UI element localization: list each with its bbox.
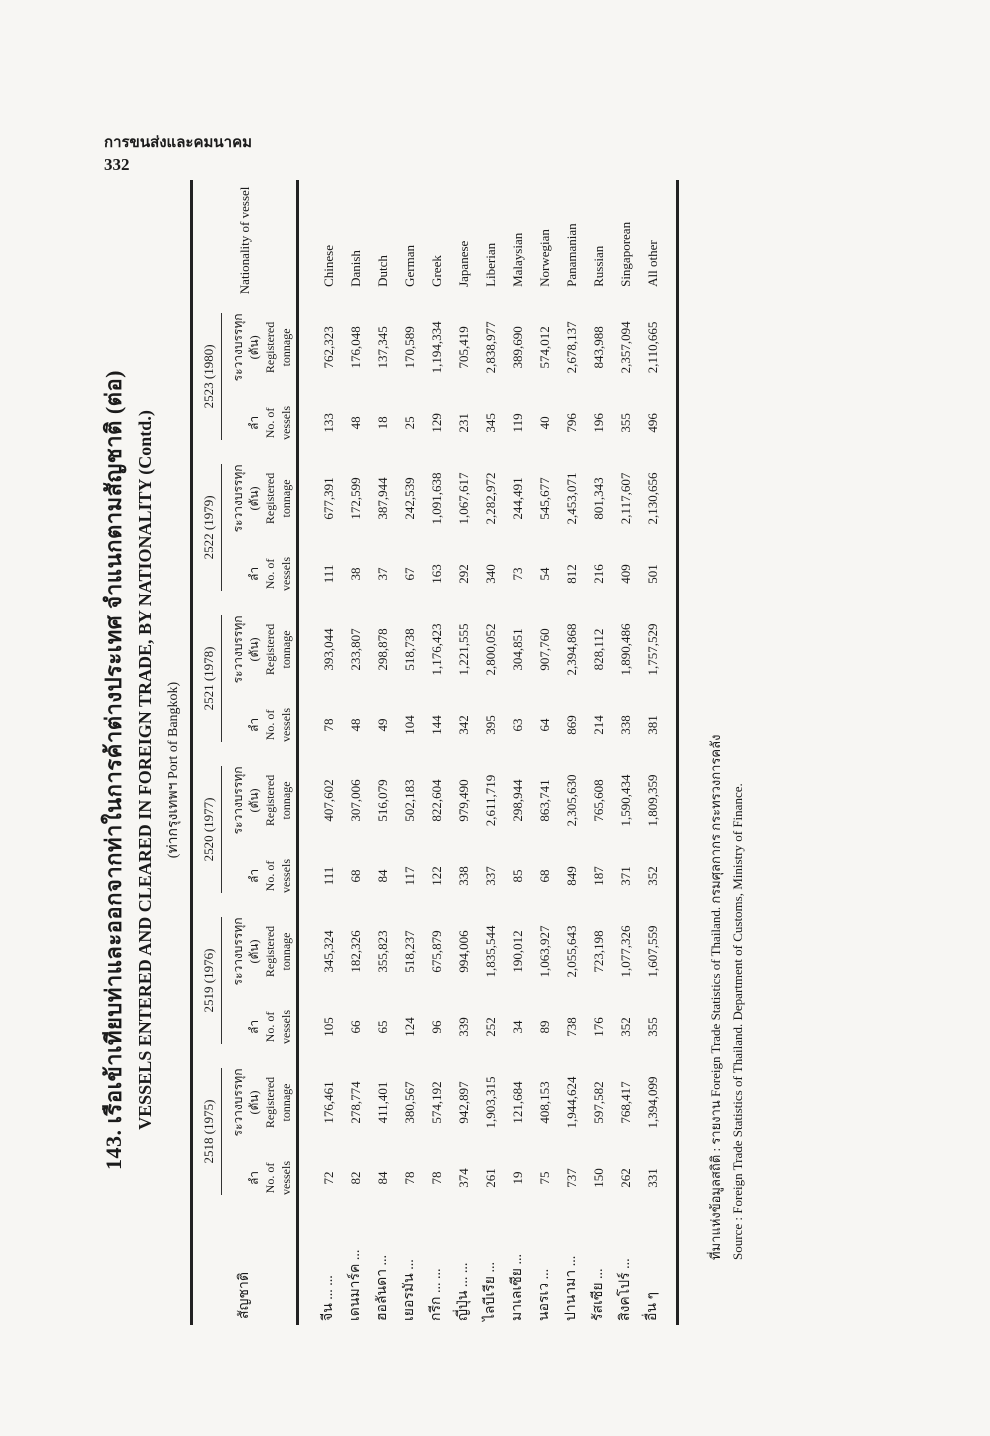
col-vessels-header	[228, 847, 298, 905]
col-vessels-th: ลำ	[247, 1019, 261, 1035]
nationality-en-cell: Liberian	[483, 242, 498, 287]
col-tonnage-en: Registered tonnage	[263, 623, 293, 676]
nationality-en-cell: German	[402, 245, 417, 287]
vessels-cell: 111	[321, 564, 336, 584]
running-head: การขนส่งและคมนาคม	[104, 135, 252, 151]
year-label: 2520 (1977)	[201, 766, 222, 893]
tonnage-cell: 182,326	[348, 930, 363, 973]
tonnage-cell: 518,237	[402, 930, 417, 973]
table-row	[298, 180, 343, 1325]
vessels-cell: 812	[564, 564, 579, 584]
tonnage-cell: 411,401	[375, 1081, 390, 1124]
table-subtitle: (ท่ากรุงเทพฯ Port of Bangkok)	[166, 681, 181, 859]
table-number: 143.	[101, 1129, 126, 1170]
table-row	[612, 180, 639, 1325]
vessels-cell: 381	[645, 715, 660, 735]
tonnage-cell: 502,183	[402, 779, 417, 822]
vessels-cell: 38	[348, 567, 363, 581]
col-tonnage-en: Registered tonnage	[263, 321, 293, 374]
tonnage-cell: 2,130,656	[645, 472, 660, 525]
tonnage-cell: 768,417	[618, 1081, 633, 1124]
table-row	[342, 180, 369, 1325]
column-header-row	[228, 180, 298, 1325]
vessels-cell: 25	[402, 416, 417, 430]
col-tonnage-header	[228, 603, 298, 696]
tonnage-cell: 545,677	[537, 477, 552, 520]
col-vessels-th: ลำ	[247, 717, 261, 732]
vessels-cell: 68	[348, 869, 363, 883]
vessels-cell: 48	[348, 416, 363, 430]
vessels-cell: 150	[591, 1168, 606, 1188]
nationality-en-cell: Norwegian	[537, 229, 552, 287]
title-block	[100, 180, 184, 1360]
tonnage-cell: 2,678,137	[564, 321, 579, 374]
page-number: 332	[104, 155, 130, 174]
tonnage-cell: 1,221,555	[456, 623, 471, 676]
tonnage-cell: 675,879	[429, 930, 444, 973]
vessels-cell: 340	[483, 564, 498, 584]
tonnage-cell: 298,878	[375, 628, 390, 671]
nationality-th-cell: อื่น ๆ	[645, 1292, 660, 1321]
table-title-th-text: เรือเข้าเทียบท่าและออกจากท่าในการค้าต่างประเทศ จำแนกตามสัญชาติ (ต่อ)	[101, 370, 126, 1124]
tonnage-cell: 190,012	[510, 930, 525, 973]
tonnage-cell: 2,305,630	[564, 774, 579, 827]
col-vessels-header	[228, 696, 298, 754]
vessels-cell: 737	[564, 1168, 579, 1188]
nationality-en-cell: Dutch	[375, 255, 390, 287]
tonnage-cell: 1,607,559	[645, 925, 660, 978]
vessels-cell: 501	[645, 564, 660, 584]
nationality-en-cell: Singaporean	[618, 221, 633, 287]
col-vessels-en: No. of vessels	[263, 1161, 293, 1195]
col-vessels-th: ลำ	[247, 868, 261, 884]
vessels-cell: 342	[456, 715, 471, 735]
tonnage-cell: 1,835,544	[483, 925, 498, 978]
tonnage-cell: 2,117,607	[618, 472, 633, 525]
vessels-cell: 738	[564, 1017, 579, 1037]
year-header	[192, 301, 229, 452]
col-vessels-th: ลำ	[247, 1170, 261, 1186]
tonnage-cell: 2,055,643	[564, 925, 579, 978]
vessels-cell: 345	[483, 413, 498, 433]
vessels-cell: 339	[456, 1017, 471, 1037]
year-label: 2519 (1976)	[201, 917, 222, 1044]
tonnage-cell: 2,282,972	[483, 472, 498, 525]
vessels-cell: 65	[375, 1020, 390, 1034]
year-header	[192, 603, 229, 754]
vessels-cell: 34	[510, 1020, 525, 1034]
tonnage-cell: 242,539	[402, 477, 417, 520]
table-row	[369, 180, 396, 1325]
vessels-cell: 144	[429, 715, 444, 735]
vessels-table	[190, 180, 679, 1325]
vessels-cell: 252	[483, 1017, 498, 1037]
vessels-cell: 338	[618, 715, 633, 735]
tonnage-cell: 1,590,434	[618, 774, 633, 827]
nationality-th-cell: จีน ... ...	[321, 1275, 336, 1321]
tonnage-cell: 408,153	[537, 1081, 552, 1124]
vessels-cell: 104	[402, 715, 417, 735]
vessels-cell: 163	[429, 564, 444, 584]
vessels-cell: 124	[402, 1017, 417, 1037]
vessels-cell: 187	[591, 866, 606, 886]
tonnage-cell: 677,391	[321, 477, 336, 520]
col-vessels-header	[228, 1149, 298, 1207]
vessels-cell: 68	[537, 869, 552, 883]
vessels-cell: 849	[564, 866, 579, 886]
tonnage-cell: 574,192	[429, 1081, 444, 1124]
vessels-cell: 64	[537, 718, 552, 732]
vessels-cell: 869	[564, 715, 579, 735]
col-tonnage-th: ระวางบรรทุก (ตัน)	[231, 917, 261, 986]
tonnage-cell: 387,944	[375, 477, 390, 520]
tonnage-cell: 355,823	[375, 930, 390, 973]
col-tonnage-th: ระวางบรรทุก (ตัน)	[231, 313, 261, 382]
vessels-cell: 796	[564, 413, 579, 433]
nationality-th-cell: นอรเว ...	[537, 1268, 552, 1321]
nationality-en-cell: Greek	[429, 255, 444, 287]
vessels-cell: 231	[456, 413, 471, 433]
tonnage-cell: 574,012	[537, 326, 552, 369]
tonnage-cell: 1,903,315	[483, 1076, 498, 1129]
col-tonnage-en: Registered tonnage	[263, 774, 293, 827]
nationality-th-cell: ไลบีเรีย ...	[483, 1261, 498, 1321]
nationality-th-cell: รัสเซีย ...	[591, 1268, 606, 1321]
nationality-en-cell: Chinese	[321, 245, 336, 287]
tonnage-cell: 518,738	[402, 628, 417, 671]
tonnage-cell: 994,006	[456, 930, 471, 973]
tonnage-cell: 843,988	[591, 326, 606, 369]
year-header	[192, 452, 229, 603]
nationality-th-cell: ปานามา ...	[564, 1255, 579, 1321]
vessels-cell: 84	[375, 1171, 390, 1185]
vessels-cell: 84	[375, 869, 390, 883]
col-tonnage-th: ระวางบรรทุก (ตัน)	[231, 766, 261, 835]
table-title-th	[100, 180, 128, 1360]
tonnage-cell: 801,343	[591, 477, 606, 520]
nationality-en-cell: Russian	[591, 245, 606, 287]
tonnage-cell: 389,690	[510, 326, 525, 369]
table-row	[477, 180, 504, 1325]
tonnage-cell: 1,077,326	[618, 925, 633, 978]
rotated-table-page	[100, 180, 790, 1360]
nationality-en-cell: Malaysian	[510, 232, 525, 287]
source-note-th: ที่มาแห่งข้อมูลสถิติ : รายงาน Foreign Trade Statistics of Thailand. กรมศุลกากร กระทรวงการคลัง	[708, 734, 723, 1260]
tonnage-cell: 1,890,486	[618, 623, 633, 676]
tonnage-cell: 407,602	[321, 779, 336, 822]
nationality-th-cell: ญี่ปุ่น ... ...	[456, 1262, 471, 1321]
year-header	[192, 754, 229, 905]
year-label: 2518 (1975)	[201, 1068, 222, 1195]
vessels-cell: 374	[456, 1168, 471, 1188]
col-vessels-en: No. of vessels	[263, 405, 293, 440]
tonnage-cell: 762,323	[321, 326, 336, 369]
year-label: 2522 (1979)	[201, 464, 222, 591]
table-row	[558, 180, 585, 1325]
nationality-en-cell: Danish	[348, 250, 363, 287]
vessels-cell: 75	[537, 1171, 552, 1185]
tonnage-cell: 244,491	[510, 477, 525, 520]
tonnage-cell: 393,044	[321, 628, 336, 671]
vessels-cell: 78	[321, 718, 336, 732]
col-tonnage-en: Registered tonnage	[263, 472, 293, 525]
table-body	[298, 180, 678, 1325]
tonnage-cell: 2,611,719	[483, 774, 498, 827]
nationality-header-th: สัญชาติ	[236, 1272, 252, 1319]
tonnage-cell: 979,490	[456, 779, 471, 822]
tonnage-cell: 278,774	[348, 1081, 363, 1124]
vessels-cell: 261	[483, 1168, 498, 1188]
col-tonnage-en: Registered tonnage	[263, 925, 293, 978]
col-vessels-header	[228, 998, 298, 1056]
tonnage-cell: 863,741	[537, 779, 552, 822]
vessels-cell: 63	[510, 718, 525, 732]
tonnage-cell: 1,394,099	[645, 1076, 660, 1129]
col-tonnage-en: Registered tonnage	[263, 1076, 293, 1129]
tonnage-cell: 121,684	[510, 1081, 525, 1124]
table-row	[423, 180, 450, 1325]
nationality-header-en: Nationality of vessel	[236, 186, 252, 295]
vessels-cell: 18	[375, 416, 390, 430]
col-tonnage-th: ระวางบรรทุก (ตัน)	[231, 1068, 261, 1137]
year-header	[192, 1056, 229, 1207]
tonnage-cell: 822,604	[429, 779, 444, 822]
col-vessels-en: No. of vessels	[263, 556, 293, 591]
vessels-cell: 67	[402, 567, 417, 581]
vessels-cell: 262	[618, 1168, 633, 1188]
vessels-cell: 337	[483, 866, 498, 886]
tonnage-cell: 1,757,529	[645, 623, 660, 676]
vessels-cell: 133	[321, 413, 336, 433]
tonnage-cell: 304,851	[510, 628, 525, 671]
col-vessels-header	[228, 394, 298, 452]
vessels-cell: 338	[456, 866, 471, 886]
vessels-cell: 196	[591, 413, 606, 433]
tonnage-cell: 1,063,927	[537, 925, 552, 978]
tonnage-cell: 1,067,617	[456, 472, 471, 525]
tonnage-cell: 597,582	[591, 1081, 606, 1124]
nationality-th-cell: ฮอลันดา ...	[375, 1254, 390, 1321]
tonnage-cell: 172,599	[348, 477, 363, 520]
table-row	[450, 180, 477, 1325]
vessels-cell: 49	[375, 718, 390, 732]
vessels-cell: 371	[618, 866, 633, 886]
year-header-row	[192, 180, 229, 1325]
vessels-cell: 395	[483, 715, 498, 735]
col-vessels-en: No. of vessels	[263, 858, 293, 893]
vessels-cell: 352	[618, 1017, 633, 1037]
vessels-cell: 216	[591, 564, 606, 584]
tonnage-cell: 176,048	[348, 326, 363, 369]
tonnage-cell: 1,176,423	[429, 623, 444, 676]
year-label: 2521 (1978)	[201, 615, 222, 742]
table-row	[531, 180, 558, 1325]
vessels-cell: 129	[429, 413, 444, 433]
tonnage-cell: 1,091,638	[429, 472, 444, 525]
tonnage-cell: 2,838,977	[483, 321, 498, 374]
tonnage-cell: 2,110,665	[645, 321, 660, 374]
nationality-th-cell: เยอรมัน ...	[402, 1259, 417, 1321]
vessels-cell: 355	[618, 413, 633, 433]
col-tonnage-header	[228, 452, 298, 545]
year-header	[192, 905, 229, 1056]
tonnage-cell: 2,800,052	[483, 623, 498, 676]
vessels-cell: 117	[402, 866, 417, 886]
vessels-cell: 119	[510, 413, 525, 433]
col-vessels-th: ลำ	[247, 415, 261, 430]
vessels-cell: 214	[591, 715, 606, 735]
vessels-cell: 496	[645, 413, 660, 433]
vessels-cell: 66	[348, 1020, 363, 1034]
nationality-en-cell: Panamanian	[564, 223, 579, 287]
tonnage-cell: 298,944	[510, 779, 525, 822]
tonnage-cell: 2,394,868	[564, 623, 579, 676]
vessels-cell: 19	[510, 1171, 525, 1185]
tonnage-cell: 380,567	[402, 1081, 417, 1124]
vessels-cell: 73	[510, 567, 525, 581]
tonnage-cell: 828,112	[591, 628, 606, 671]
tonnage-cell: 345,324	[321, 930, 336, 973]
nationality-th-cell: สิงคโปร์ ...	[618, 1258, 633, 1321]
vessels-cell: 352	[645, 866, 660, 886]
table-title-en: VESSELS ENTERED AND CLEARED IN FOREIGN TRADE, BY NATIONALITY (Contd.)	[135, 410, 155, 1130]
vessels-cell: 409	[618, 564, 633, 584]
year-label: 2523 (1980)	[201, 313, 222, 440]
tonnage-cell: 723,198	[591, 930, 606, 973]
tonnage-cell: 233,807	[348, 628, 363, 671]
tonnage-cell: 516,079	[375, 779, 390, 822]
vessels-cell: 292	[456, 564, 471, 584]
tonnage-cell: 765,608	[591, 779, 606, 822]
tonnage-cell: 1,809,359	[645, 774, 660, 827]
source-note-en: Source : Foreign Trade Statistics of Thailand. Department of Customs, Ministry of Finance.	[730, 783, 745, 1260]
tonnage-cell: 907,760	[537, 628, 552, 671]
col-tonnage-header	[228, 905, 298, 998]
vessels-cell: 176	[591, 1017, 606, 1037]
col-tonnage-header	[228, 301, 298, 394]
col-vessels-en: No. of vessels	[263, 707, 293, 742]
vessels-cell: 111	[321, 866, 336, 886]
vessels-cell: 54	[537, 567, 552, 581]
vessels-cell: 48	[348, 718, 363, 732]
nationality-th-cell: เดนมาร์ค ...	[348, 1249, 363, 1321]
table-row	[639, 180, 678, 1325]
col-tonnage-th: ระวางบรรทุก (ตัน)	[231, 615, 261, 684]
tonnage-cell: 176,461	[321, 1081, 336, 1124]
vessels-cell: 331	[645, 1168, 660, 1188]
tonnage-cell: 1,194,334	[429, 321, 444, 374]
vessels-cell: 85	[510, 869, 525, 883]
tonnage-cell: 2,357,094	[618, 321, 633, 374]
vessels-cell: 37	[375, 567, 390, 581]
vessels-cell: 105	[321, 1017, 336, 1037]
vessels-cell: 78	[429, 1171, 444, 1185]
tonnage-cell: 705,419	[456, 326, 471, 369]
tonnage-cell: 170,589	[402, 326, 417, 369]
table-row	[504, 180, 531, 1325]
col-tonnage-header	[228, 754, 298, 847]
col-vessels-header	[228, 545, 298, 603]
tonnage-cell: 2,453,071	[564, 472, 579, 525]
nationality-en-cell: All other	[645, 240, 660, 287]
vessels-cell: 96	[429, 1020, 444, 1034]
source-block	[705, 260, 749, 1260]
col-vessels-en: No. of vessels	[263, 1009, 293, 1044]
vessels-cell: 40	[537, 416, 552, 430]
tonnage-cell: 1,944,624	[564, 1076, 579, 1129]
nationality-th-cell: กรีก ... ...	[429, 1268, 444, 1321]
col-tonnage-th: ระวางบรรทุก (ตัน)	[231, 464, 261, 533]
table-row	[585, 180, 612, 1325]
vessels-cell: 89	[537, 1020, 552, 1034]
tonnage-cell: 137,345	[375, 326, 390, 369]
tonnage-cell: 307,006	[348, 779, 363, 822]
nationality-th-cell: มาเลเซีย ...	[510, 1254, 525, 1321]
col-tonnage-header	[228, 1056, 298, 1149]
table-wrap	[190, 180, 679, 1325]
vessels-cell: 72	[321, 1171, 336, 1185]
vessels-cell: 122	[429, 866, 444, 886]
vessels-cell: 82	[348, 1171, 363, 1185]
vessels-cell: 78	[402, 1171, 417, 1185]
table-row	[396, 180, 423, 1325]
vessels-cell: 355	[645, 1017, 660, 1037]
nationality-en-cell: Japanese	[456, 240, 471, 287]
tonnage-cell: 942,897	[456, 1081, 471, 1124]
col-vessels-th: ลำ	[247, 566, 261, 581]
